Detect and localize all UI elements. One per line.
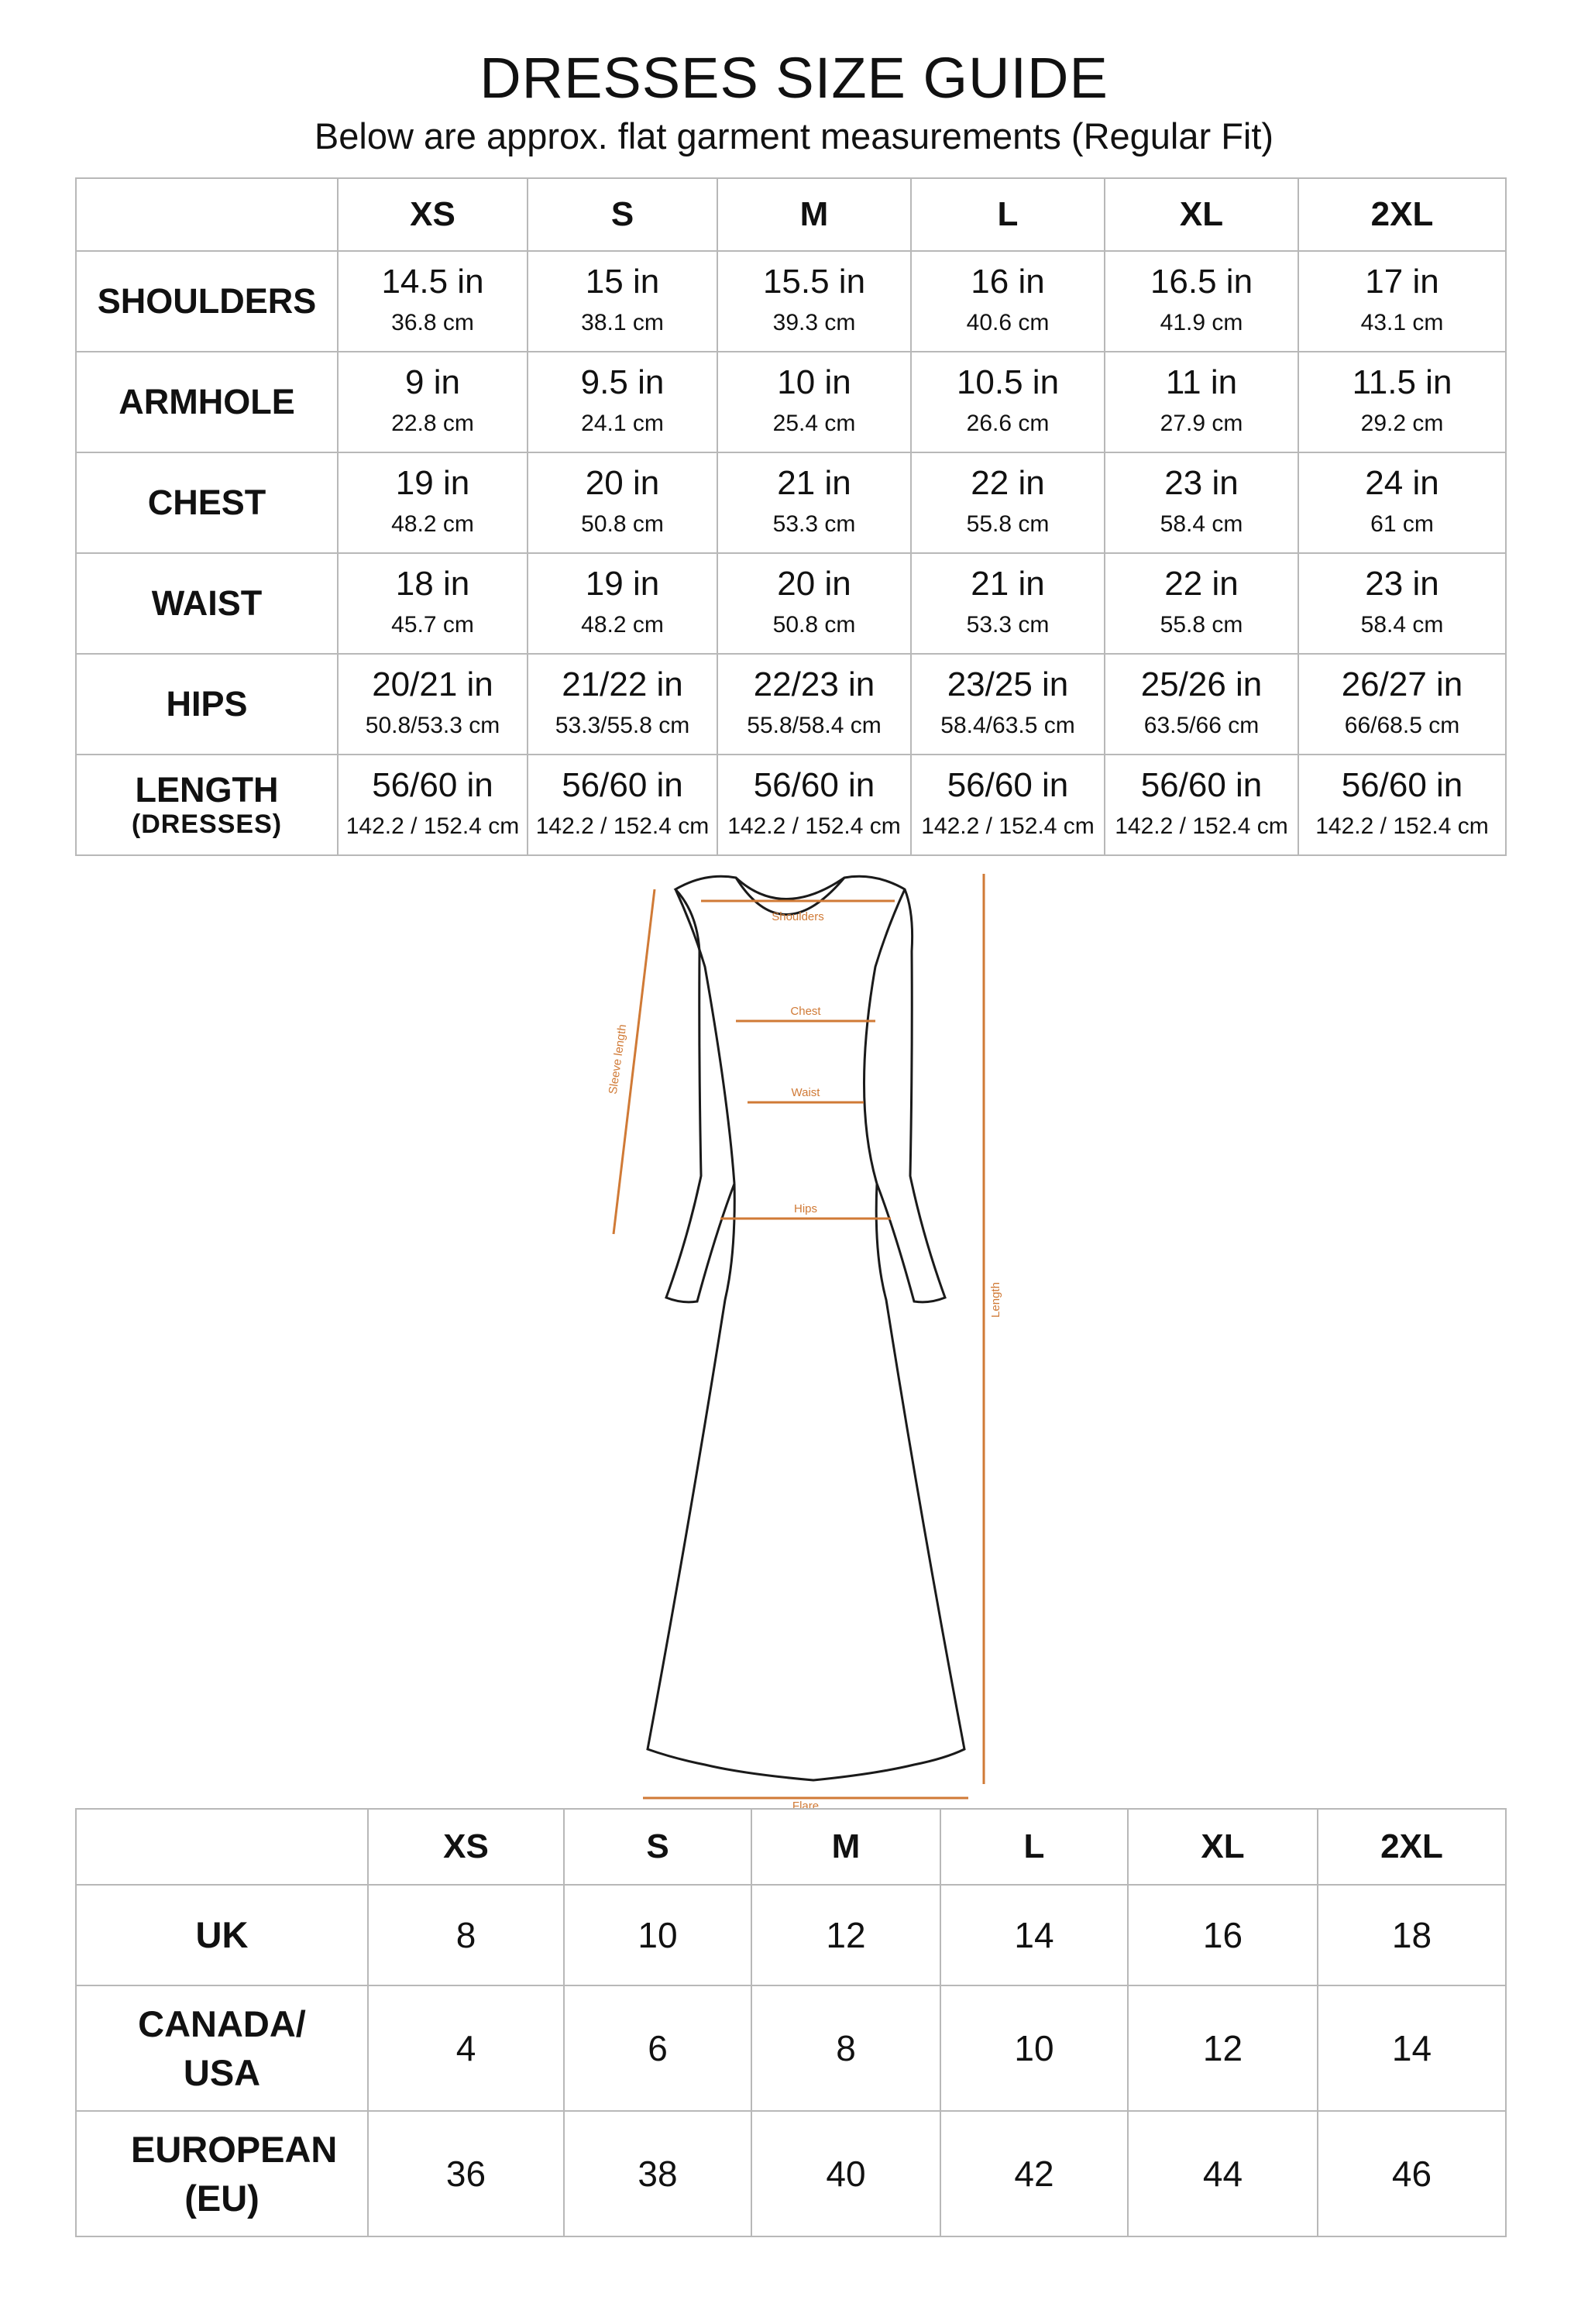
size-header-xl: XL (1105, 178, 1298, 251)
size-conversion-table (75, 1808, 1507, 2237)
measurement-label (76, 654, 338, 755)
hips-measure (720, 1202, 891, 1219)
measurement-cell (338, 251, 528, 352)
inch-value: 23 in (1164, 463, 1239, 502)
svg-text:Length: Length (989, 1282, 1002, 1318)
inch-value: 20 in (777, 564, 851, 603)
inch-value: 21 in (971, 564, 1045, 603)
conversion-size-s: S (564, 1809, 751, 1885)
dress-diagram (589, 866, 1023, 1811)
cm-value: 26.6 cm (966, 411, 1050, 437)
measurement-label (76, 452, 338, 553)
inch-value: 21 in (777, 463, 851, 502)
measurement-cell (1298, 553, 1506, 654)
measurement-cell (528, 352, 717, 452)
conversion-header-row (76, 1809, 1506, 1885)
measurement-label-text: LENGTH (135, 769, 279, 810)
conversion-value: 10 (564, 1885, 751, 1985)
inch-value: 11 in (1165, 363, 1238, 401)
header-empty-cell (76, 178, 338, 251)
measurement-cell (717, 755, 911, 855)
inch-value: 22/23 in (753, 665, 875, 703)
inch-value: 25/26 in (1140, 665, 1263, 703)
measurement-row (76, 352, 1506, 452)
sleeve-seam-left (675, 889, 734, 1184)
svg-text:Hips: Hips (793, 1202, 818, 1215)
cm-value: 66/68.5 cm (1344, 713, 1460, 739)
conversion-value: 14 (940, 1885, 1128, 1985)
cm-value: 63.5/66 cm (1143, 713, 1260, 739)
measurements-header-row (76, 178, 1506, 251)
measurement-cell (1298, 755, 1506, 855)
measurement-cell (338, 452, 528, 553)
measurement-cell (1298, 654, 1506, 755)
measurement-cell (1298, 452, 1506, 553)
conversion-size-l: L (940, 1809, 1128, 1885)
cm-value: 39.3 cm (772, 310, 856, 336)
cm-value: 55.8 cm (966, 511, 1050, 538)
svg-text:Chest: Chest (790, 1005, 821, 1018)
conversion-value: 18 (1318, 1885, 1506, 1985)
measurement-cell (528, 251, 717, 352)
size-header-2xl: 2XL (1298, 178, 1506, 251)
cm-value: 142.2 / 152.4 cm (727, 813, 901, 840)
measurement-cell (1298, 352, 1506, 452)
inch-value: 22 in (971, 463, 1045, 502)
conversion-size-xl: XL (1128, 1809, 1318, 1885)
measurement-label (76, 755, 338, 855)
measurement-cell (338, 553, 528, 654)
conversion-size-2xl: 2XL (1318, 1809, 1506, 1885)
shoulders-measure (701, 901, 895, 923)
inch-value: 9 in (405, 363, 460, 401)
conversion-value: 16 (1128, 1885, 1318, 1985)
conversion-header-empty (76, 1809, 368, 1885)
cm-value: 45.7 cm (391, 612, 474, 638)
conversion-label: EUROPEAN (EU) (76, 2111, 368, 2236)
inch-value: 21/22 in (562, 665, 683, 703)
page-subtitle: Below are approx. flat garment measurements (Regular Fit) (314, 115, 1274, 156)
measurement-cell (1105, 553, 1298, 654)
inch-value: 10.5 in (956, 363, 1060, 401)
cm-value: 142.2 / 152.4 cm (921, 813, 1095, 840)
cm-value: 53.3/55.8 cm (555, 713, 690, 739)
measurement-cell (911, 352, 1105, 452)
svg-text:Sleeve length: Sleeve length (606, 1023, 630, 1095)
measurement-cell (911, 452, 1105, 553)
cm-value: 22.8 cm (391, 411, 474, 437)
waist-measure (748, 1086, 864, 1102)
measurement-row (76, 452, 1506, 553)
conversion-value: 8 (751, 1985, 940, 2111)
cm-value: 27.9 cm (1160, 411, 1243, 437)
cm-value: 48.2 cm (581, 612, 664, 638)
inch-value: 26/27 in (1341, 665, 1463, 703)
conversion-label: UK (76, 1885, 368, 1985)
measurement-cell (911, 654, 1105, 755)
cm-value: 25.4 cm (772, 411, 856, 437)
measurement-label-text: SHOULDERS (97, 281, 317, 321)
inch-value: 17 in (1365, 262, 1439, 301)
cm-value: 61 cm (1370, 511, 1434, 538)
conversion-value: 10 (940, 1985, 1128, 2111)
inch-value: 22 in (1164, 564, 1239, 603)
inch-value: 24 in (1365, 463, 1439, 502)
conversion-value: 40 (751, 2111, 940, 2236)
cm-value: 142.2 / 152.4 cm (1315, 813, 1489, 840)
measurement-sublabel: (DRESSES) (131, 810, 283, 840)
measurement-cell (1105, 452, 1298, 553)
measurement-cell (717, 553, 911, 654)
inch-value: 20 in (585, 463, 660, 502)
cm-value: 53.3 cm (772, 511, 856, 538)
measurement-label (76, 251, 338, 352)
measurement-cell (1105, 755, 1298, 855)
measurement-cell (528, 452, 717, 553)
inch-value: 56/60 in (753, 765, 875, 804)
inch-value: 15.5 in (762, 262, 866, 301)
measurement-cell (717, 352, 911, 452)
cm-value: 24.1 cm (581, 411, 664, 437)
inch-value: 9.5 in (580, 363, 665, 401)
measurements-table (75, 177, 1507, 856)
inch-value: 16 in (971, 262, 1045, 301)
inch-value: 19 in (395, 463, 470, 502)
measurement-row (76, 755, 1506, 855)
cm-value: 50.8 cm (581, 511, 664, 538)
inch-value: 19 in (585, 564, 660, 603)
measurement-label-text: WAIST (151, 583, 263, 624)
measurement-cell (1105, 654, 1298, 755)
cm-value: 43.1 cm (1360, 310, 1444, 336)
measurement-cell (1105, 352, 1298, 452)
svg-text:Flare: Flare (792, 1800, 820, 1811)
inch-value: 56/60 in (372, 765, 493, 804)
conversion-value: 12 (751, 1885, 940, 1985)
measurement-cell (717, 452, 911, 553)
measurement-label-text: CHEST (147, 483, 266, 523)
conversion-row (76, 1985, 1506, 2111)
size-header-m: M (717, 178, 911, 251)
conversion-value: 14 (1318, 1985, 1506, 2111)
inch-value: 20/21 in (372, 665, 493, 703)
measurement-cell (911, 553, 1105, 654)
measurement-label-text: HIPS (166, 684, 248, 724)
conversion-size-m: M (751, 1809, 940, 1885)
cm-value: 142.2 / 152.4 cm (345, 813, 520, 840)
inch-value: 56/60 in (562, 765, 683, 804)
conversion-value: 46 (1318, 2111, 1506, 2236)
cm-value: 58.4/63.5 cm (940, 713, 1075, 739)
cm-value: 38.1 cm (581, 310, 664, 336)
inch-value: 10 in (777, 363, 851, 401)
cm-value: 50.8/53.3 cm (365, 713, 500, 739)
conversion-value: 12 (1128, 1985, 1318, 2111)
size-header-xs: XS (338, 178, 528, 251)
inch-value: 23 in (1365, 564, 1439, 603)
measurement-cell (717, 654, 911, 755)
size-header-s: S (528, 178, 717, 251)
measurement-label (76, 352, 338, 452)
conversion-label: CANADA/ USA (76, 1985, 368, 2111)
svg-text:Waist: Waist (791, 1086, 820, 1099)
conversion-value: 36 (368, 2111, 564, 2236)
conversion-value: 42 (940, 2111, 1128, 2236)
conversion-value: 6 (564, 1985, 751, 2111)
measurement-cell (911, 755, 1105, 855)
sleeve-seam-right (864, 889, 905, 1184)
cm-value: 48.2 cm (391, 511, 474, 538)
inch-value: 11.5 in (1352, 363, 1452, 401)
cm-value: 58.4 cm (1160, 511, 1243, 538)
measurement-cell (1105, 251, 1298, 352)
measurement-cell (528, 553, 717, 654)
svg-text:Shoulders: Shoulders (772, 910, 824, 923)
cm-value: 142.2 / 152.4 cm (535, 813, 710, 840)
conversion-row (76, 1885, 1506, 1985)
length-measure (984, 874, 1002, 1784)
measurement-cell (338, 654, 528, 755)
measurement-cell (528, 755, 717, 855)
measurement-cell (1298, 251, 1506, 352)
inch-value: 56/60 in (947, 765, 1069, 804)
inch-value: 14.5 in (381, 262, 484, 301)
measurement-cell (911, 251, 1105, 352)
cm-value: 142.2 / 152.4 cm (1115, 813, 1288, 840)
measurement-label-text: ARMHOLE (119, 382, 295, 422)
inch-value: 56/60 in (1140, 765, 1263, 804)
size-header-l: L (911, 178, 1105, 251)
inch-value: 23/25 in (947, 665, 1069, 703)
inch-value: 18 in (395, 564, 470, 603)
conversion-value: 44 (1128, 2111, 1318, 2236)
measurement-row (76, 553, 1506, 654)
measurement-label (76, 553, 338, 654)
inch-value: 16.5 in (1150, 262, 1253, 301)
cm-value: 55.8 cm (1160, 612, 1243, 638)
cm-value: 29.2 cm (1360, 411, 1444, 437)
conversion-value: 8 (368, 1885, 564, 1985)
conversion-size-xs: XS (368, 1809, 564, 1885)
conversion-row (76, 2111, 1506, 2236)
measurement-cell (528, 654, 717, 755)
measurement-row (76, 654, 1506, 755)
inch-value: 15 in (585, 262, 660, 301)
cm-value: 50.8 cm (772, 612, 856, 638)
cm-value: 41.9 cm (1160, 310, 1243, 336)
cm-value: 53.3 cm (966, 612, 1050, 638)
cm-value: 55.8/58.4 cm (747, 713, 882, 739)
inch-value: 56/60 in (1341, 765, 1463, 804)
cm-value: 58.4 cm (1360, 612, 1444, 638)
page-title: DRESSES SIZE GUIDE (479, 46, 1109, 110)
measurement-cell (717, 251, 911, 352)
conversion-value: 38 (564, 2111, 751, 2236)
sleeve-length-measure (607, 889, 655, 1234)
chest-measure (736, 1005, 875, 1021)
cm-value: 40.6 cm (966, 310, 1050, 336)
measurement-cell (338, 352, 528, 452)
cm-value: 36.8 cm (391, 310, 474, 336)
conversion-value: 4 (368, 1985, 564, 2111)
measurement-row (76, 251, 1506, 352)
measurement-cell (338, 755, 528, 855)
